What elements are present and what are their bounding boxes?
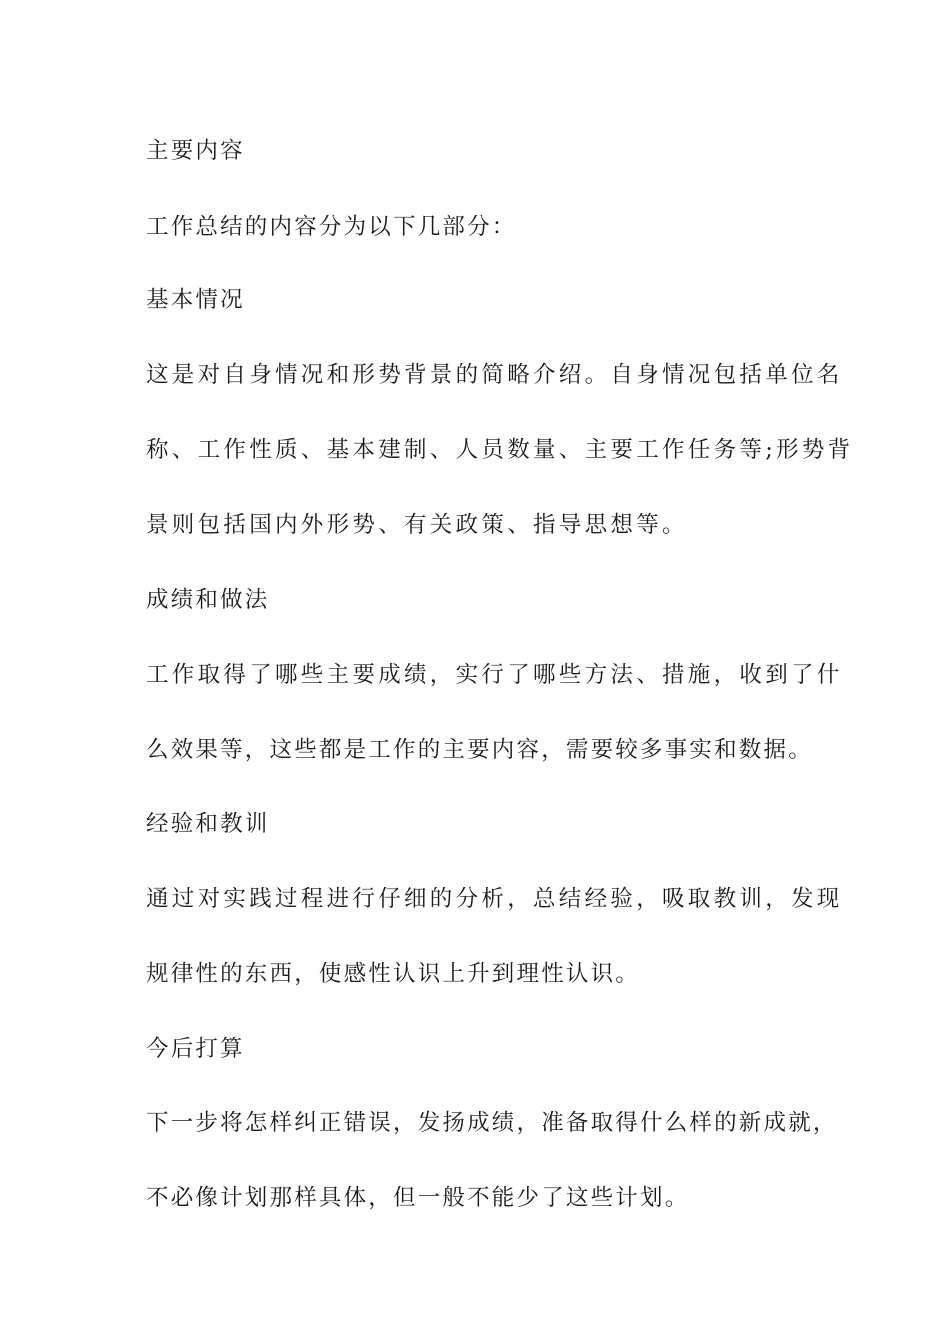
paragraph-line: 工作取得了哪些主要成绩，实行了哪些方法、措施，收到了什: [146, 662, 843, 688]
paragraph-line: 么效果等，这些都是工作的主要内容，需要较多事实和数据。: [146, 737, 813, 763]
paragraph-line: 下一步将怎样纠正错误，发扬成绩，准备取得什么样的新成就，: [146, 1110, 838, 1136]
intro-paragraph: 工作总结的内容分为以下几部分：: [146, 214, 517, 240]
section-heading-lessons: 经验和教训: [146, 811, 270, 837]
section-heading-future-plans: 今后打算: [146, 1036, 245, 1062]
paragraph-line: 景则包括国内外形势、有关政策、指导思想等。: [146, 512, 688, 538]
paragraph-line: 规律性的东西，使感性认识上升到理性认识。: [146, 961, 641, 987]
section-heading-achievements: 成绩和做法: [146, 587, 270, 613]
paragraph-line: 称、工作性质、基本建制、人员数量、主要工作任务等;形势背: [146, 437, 854, 463]
section-heading-main-content: 主要内容: [146, 138, 245, 164]
paragraph-line: 通过对实践过程进行仔细的分析，总结经验，吸取教训，发现: [146, 886, 843, 912]
section-heading-basic-situation: 基本情况: [146, 287, 245, 313]
paragraph-line: 不必像计划那样具体，但一般不能少了这些计划。: [146, 1185, 690, 1211]
paragraph-line: 这是对自身情况和形势背景的简略介绍。自身情况包括单位名: [146, 362, 843, 388]
